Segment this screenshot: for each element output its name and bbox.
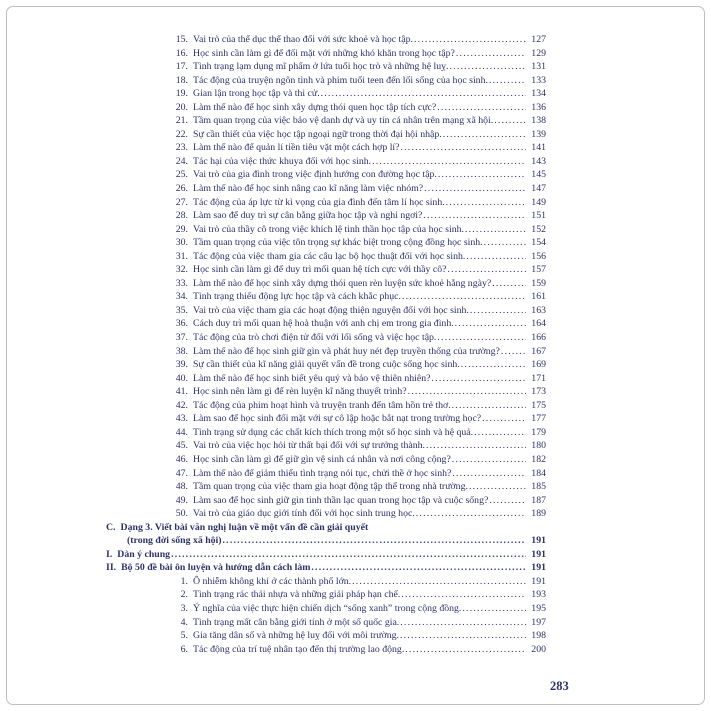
entry-number: 45. xyxy=(175,440,188,452)
dot-leader xyxy=(462,602,526,616)
entry-number: 22. xyxy=(175,128,188,140)
entry-title: Làm thế nào để quản lí tiền tiêu vặt một cách hợp lí? xyxy=(193,142,400,154)
toc-entry xyxy=(106,223,546,237)
dot-leader xyxy=(402,290,526,304)
entry-page: 127 xyxy=(531,34,546,45)
entry-number: 25. xyxy=(175,169,188,181)
dot-leader xyxy=(446,196,526,210)
entry-number: 1. xyxy=(180,575,188,587)
dot-leader xyxy=(321,87,526,101)
dot-leader xyxy=(423,209,526,223)
toc-entry xyxy=(106,588,546,602)
toc-entry xyxy=(106,47,546,61)
toc-entry xyxy=(106,372,546,386)
entry-page: 191 xyxy=(531,548,546,560)
entry-title: Học sinh cần làm gì để giữ gìn vệ sinh cá nhân và nơi công cộng? xyxy=(193,453,451,465)
entry-page: 187 xyxy=(531,494,546,506)
entry-number: 37. xyxy=(175,332,188,344)
entry-page: 129 xyxy=(531,47,546,59)
toc-entry xyxy=(106,602,546,616)
toc-entry xyxy=(106,182,546,196)
toc-entry xyxy=(106,74,546,88)
entry-page: 136 xyxy=(531,101,546,113)
dot-leader xyxy=(452,467,526,481)
entry-number: 26. xyxy=(175,183,188,195)
entry-title: Tình trạng rác thải nhựa và những giải pháp hạn chế. xyxy=(193,589,401,601)
dot-leader xyxy=(437,101,526,115)
dot-leader xyxy=(492,277,526,291)
entry-number: 27. xyxy=(175,196,188,208)
entry-page: 171 xyxy=(531,372,546,384)
entry-title: Vai trò của việc tham gia các hoạt động thiện nguyện đối với học sinh. xyxy=(193,304,469,316)
entry-title: Làm thế nào để học sinh giữ gìn và phát huy nét đẹp truyền thống của trường? xyxy=(193,345,500,357)
toc-entry xyxy=(106,629,546,643)
entry-page: 149 xyxy=(531,196,546,208)
toc-entry xyxy=(106,331,546,345)
toc-entry xyxy=(106,575,546,589)
dot-leader xyxy=(447,263,526,277)
entry-title: Vai trò của việc học hỏi từ thất bại đối với sự trưởng thành. xyxy=(193,440,425,452)
entry-title: Tầm quan trọng của việc tôn trọng sự khác biệt trong cộng đồng học sinh. xyxy=(193,237,483,249)
entry-page: 191 xyxy=(531,562,546,574)
entry-page: 161 xyxy=(531,291,546,303)
dot-leader xyxy=(465,223,526,237)
dot-leader xyxy=(414,33,526,47)
entry-number: I. xyxy=(106,548,113,560)
dot-leader xyxy=(311,561,526,575)
toc-entry xyxy=(106,87,546,101)
entry-page: 180 xyxy=(531,440,546,452)
entry-title: Tình trạng mất cân bằng giới tính ở một số quốc gia. xyxy=(193,616,400,628)
entry-page: 191 xyxy=(531,575,546,587)
dot-leader xyxy=(482,412,526,426)
entry-title: Vai trò của giáo dục giới tính đối với học sinh trung học. xyxy=(193,508,415,520)
toc-entry xyxy=(106,33,546,47)
entry-title: Tình trạng lạm dụng mĩ phẩm ở lứa tuổi học trò và những hệ luỵ. xyxy=(193,61,449,73)
entry-number: 24. xyxy=(175,155,188,167)
dot-leader xyxy=(372,155,526,169)
toc-entry xyxy=(106,345,546,359)
toc-entry xyxy=(106,453,546,467)
entry-title: Làm thế nào để giảm thiểu tình trạng nói tục, chửi thề ở học sinh? xyxy=(193,467,452,479)
entry-number: 5. xyxy=(180,630,188,642)
entry-title: Tác động của trí tuệ nhân tạo đến thị trường lao động. xyxy=(193,643,405,655)
entry-title: Tác động của truyện ngôn tình và phim tuổi teen đến lối sống của học sinh. xyxy=(193,74,488,86)
entry-number: 20. xyxy=(175,101,188,113)
entry-page: 179 xyxy=(531,426,546,438)
entry-title: Làm sao để học sinh giữ gìn tinh thần lạc quan trong học tập và cuộc sống? xyxy=(193,494,489,506)
entry-title: Làm thế nào để học sinh xây dựng thói quen học tập tích cực? xyxy=(193,101,437,113)
toc-entry xyxy=(106,155,546,169)
dot-leader xyxy=(426,439,526,453)
entry-number: 39. xyxy=(175,359,188,371)
entry-title: Làm sao để duy trì sự cân bằng giữa học tập và nghỉ ngơi? xyxy=(193,210,423,222)
entry-title: Dàn ý chung xyxy=(117,548,171,560)
entry-number: C. xyxy=(106,521,116,533)
toc-entry xyxy=(106,507,546,521)
entry-title: Làm thế nào để học sinh biết yêu quý và bảo vệ thiên nhiên? xyxy=(193,372,431,384)
entry-title: Làm sao để học sinh đối mặt với sự cô lập hoặc bắt nạt trong trường học? xyxy=(193,413,482,425)
toc-entry xyxy=(106,317,546,331)
entry-number: 41. xyxy=(175,386,188,398)
entry-title: Tác động của áp lực từ kì vọng của gia đình đến tâm lí học sinh. xyxy=(193,196,445,208)
dot-leader xyxy=(474,426,526,440)
entry-title: Tình trạng thiếu động lực học tập và cách khắc phục. xyxy=(193,291,401,303)
entry-number: 32. xyxy=(175,264,188,276)
toc-entry xyxy=(106,534,546,548)
toc-entry xyxy=(106,304,546,318)
entry-page: 185 xyxy=(531,481,546,493)
dot-leader xyxy=(401,588,526,602)
toc-entry xyxy=(106,168,546,182)
entry-title: Tác động của phim hoạt hình và truyện tranh đến tâm hồn trẻ thơ. xyxy=(193,399,451,411)
dot-leader xyxy=(470,304,526,318)
entry-title: Ý nghĩa của việc thực hiện chiến dịch “sống xanh” trong cộng đồng. xyxy=(193,602,462,614)
toc-entry xyxy=(106,385,546,399)
entry-number: 47. xyxy=(175,467,188,479)
entry-number: 48. xyxy=(175,481,188,493)
entry-page: 189 xyxy=(531,508,546,520)
entry-title: Làm thế nào để học sinh nâng cao kĩ năng làm việc nhóm? xyxy=(193,183,424,195)
entry-title: Dạng 3. Viết bài văn nghị luận về một vấn đề cần giải quyết xyxy=(120,521,369,533)
entry-number: 29. xyxy=(175,223,188,235)
dot-leader xyxy=(432,372,526,386)
entry-title: Cách duy trì mối quan hệ hoà thuận với anh chị em trong gia đình. xyxy=(193,318,454,330)
entry-number: 30. xyxy=(175,237,188,249)
table-of-contents xyxy=(106,33,546,656)
entry-title: Ô nhiễm không khí ở các thành phố lớn. xyxy=(193,575,352,587)
toc-entry xyxy=(106,412,546,426)
entry-page: 141 xyxy=(531,142,546,154)
entry-number: 28. xyxy=(175,210,188,222)
entry-title: Làm thế nào để học sinh xây dựng thói quen rèn luyện sức khoẻ hằng ngày? xyxy=(193,277,492,289)
entry-title: Tình trạng sử dụng các chất kích thích trong một số học sinh và hệ quả. xyxy=(193,426,474,438)
toc-entry xyxy=(106,521,546,535)
dot-leader xyxy=(466,250,526,264)
entry-number: 46. xyxy=(175,453,188,465)
entry-number: 15. xyxy=(175,34,188,45)
toc-entry xyxy=(106,439,546,453)
entry-title: Gian lận trong học tập và thi cử. xyxy=(193,88,320,100)
entry-page: 138 xyxy=(531,115,546,127)
dot-leader xyxy=(450,60,526,74)
entry-number: 18. xyxy=(175,74,188,86)
dot-leader xyxy=(437,331,526,345)
toc-entry xyxy=(106,480,546,494)
entry-title: (trong đời sống xã hội) xyxy=(127,535,222,547)
entry-page: 193 xyxy=(531,589,546,601)
toc-entry xyxy=(106,467,546,481)
entry-title: Vai trò của gia đình trong việc định hướng con đường học tập. xyxy=(193,169,437,181)
entry-page: 177 xyxy=(531,413,546,425)
entry-number: II. xyxy=(106,562,117,574)
dot-leader xyxy=(405,643,526,657)
dot-leader xyxy=(455,317,526,331)
entry-number: 43. xyxy=(175,413,188,425)
toc-entry xyxy=(106,101,546,115)
dot-leader xyxy=(352,575,526,589)
entry-page: 198 xyxy=(531,630,546,642)
entry-number: 23. xyxy=(175,142,188,154)
entry-title: Học sinh cần làm gì để đối mặt với những khó khăn trong học tập? xyxy=(193,47,455,59)
dot-leader xyxy=(501,345,526,359)
entry-page: 159 xyxy=(531,277,546,289)
entry-page: 134 xyxy=(531,88,546,100)
dot-leader xyxy=(456,47,526,61)
entry-title: Gia tăng dân số và những hệ luỵ đối với môi trường. xyxy=(193,630,400,642)
entry-page: 163 xyxy=(531,304,546,316)
toc-entry xyxy=(106,141,546,155)
entry-number: 36. xyxy=(175,318,188,330)
entry-page: 195 xyxy=(531,602,546,614)
entry-number: 21. xyxy=(175,115,188,127)
toc-entry xyxy=(106,114,546,128)
dot-leader xyxy=(171,548,526,562)
entry-page: 152 xyxy=(531,223,546,235)
dot-leader xyxy=(452,399,526,413)
entry-page: 197 xyxy=(531,616,546,628)
dot-leader xyxy=(484,236,526,250)
entry-title: Bộ 50 đề bài ôn luyện và hướng dẫn cách làm xyxy=(121,562,311,574)
toc-entry xyxy=(106,643,546,657)
entry-number: 34. xyxy=(175,291,188,303)
dot-leader xyxy=(469,480,526,494)
dot-leader xyxy=(400,629,526,643)
entry-number: 16. xyxy=(175,47,188,59)
toc-entry xyxy=(106,290,546,304)
dot-leader xyxy=(461,358,526,372)
entry-number: 2. xyxy=(180,589,188,601)
entry-page: 131 xyxy=(531,61,546,73)
toc-entry xyxy=(106,209,546,223)
entry-number: 42. xyxy=(175,399,188,411)
toc-entry xyxy=(106,196,546,210)
toc-entry xyxy=(106,128,546,142)
entry-page: 169 xyxy=(531,359,546,371)
entry-title: Vai trò của thể dục thể thao đối với sức khoẻ và học tập. xyxy=(193,34,413,45)
toc-entry xyxy=(106,616,546,630)
entry-title: Vai trò của thầy cô trong việc khích lệ tinh thần học tập của học sinh. xyxy=(193,223,464,235)
entry-number: 19. xyxy=(175,88,188,100)
toc-entry xyxy=(106,399,546,413)
entry-title: Sự cần thiết của việc học tập ngoại ngữ trong thời đại hội nhập. xyxy=(193,128,442,140)
entry-number: 40. xyxy=(175,372,188,384)
entry-page: 154 xyxy=(531,237,546,249)
entry-title: Học sinh cần làm gì để duy trì mối quan hệ tích cực với thầy cô? xyxy=(193,264,447,276)
entry-page: 145 xyxy=(531,169,546,181)
dot-leader xyxy=(416,507,526,521)
entry-page: 175 xyxy=(531,399,546,411)
dot-leader xyxy=(489,74,526,88)
toc-entry xyxy=(106,494,546,508)
dot-leader xyxy=(494,114,526,128)
entry-page: 156 xyxy=(531,250,546,262)
entry-page: 164 xyxy=(531,318,546,330)
toc-entry xyxy=(106,561,546,575)
dot-leader xyxy=(400,616,526,630)
toc-entry xyxy=(106,548,546,562)
entry-number: 17. xyxy=(175,61,188,73)
entry-page: 151 xyxy=(531,210,546,222)
entry-number: 31. xyxy=(175,250,188,262)
entry-page: 143 xyxy=(531,155,546,167)
dot-leader xyxy=(401,141,527,155)
toc-entry xyxy=(106,426,546,440)
entry-title: Tầm quan trọng của việc bảo vệ danh dự và uy tín cá nhân trên mạng xã hội. xyxy=(193,115,494,127)
entry-title: Sự cần thiết của kĩ năng giải quyết vấn đề trong cuộc sống học sinh. xyxy=(193,359,460,371)
entry-number: 49. xyxy=(175,494,188,506)
entry-page: 133 xyxy=(531,74,546,86)
entry-number: 35. xyxy=(175,304,188,316)
dot-leader xyxy=(408,385,526,399)
entry-title: Tầm quan trọng của việc tham gia hoạt động tập thể trong nhà trường. xyxy=(193,481,468,493)
toc-entry xyxy=(106,250,546,264)
entry-page: 147 xyxy=(531,183,546,195)
dot-leader xyxy=(424,182,526,196)
entry-title: Tác hại của việc thức khuya đối với học sinh. xyxy=(193,155,372,167)
entry-title: Tác động của việc tham gia các câu lạc bộ học thuật đối với học sinh. xyxy=(193,250,466,262)
entry-number: 50. xyxy=(175,508,188,520)
entry-page: 173 xyxy=(531,386,546,398)
dot-leader xyxy=(223,534,526,548)
entry-page: 191 xyxy=(531,535,546,547)
dot-leader xyxy=(489,494,526,508)
entry-number: 6. xyxy=(180,643,188,655)
entry-number: 4. xyxy=(180,616,188,628)
entry-title: Học sinh nên làm gì để rèn luyện kĩ năng thuyết trình? xyxy=(193,386,407,398)
entry-number: 33. xyxy=(175,277,188,289)
toc-entry xyxy=(106,263,546,277)
entry-number: 38. xyxy=(175,345,188,357)
entry-number: 3. xyxy=(180,602,188,614)
toc-entry xyxy=(106,236,546,250)
entry-number: 44. xyxy=(175,426,188,438)
entry-page: 182 xyxy=(531,453,546,465)
page-number: 283 xyxy=(550,679,569,693)
entry-page: 139 xyxy=(531,128,546,140)
entry-page: 200 xyxy=(531,643,546,655)
toc-entry xyxy=(106,358,546,372)
dot-leader xyxy=(443,128,526,142)
entry-page: 184 xyxy=(531,467,546,479)
toc-entry xyxy=(106,60,546,74)
entry-page: 166 xyxy=(531,332,546,344)
toc-entry xyxy=(106,277,546,291)
entry-page: 157 xyxy=(531,264,546,276)
dot-leader xyxy=(452,453,526,467)
entry-title: Tác động của trò chơi điện tử đối với lối sống và việc học tập. xyxy=(193,332,437,344)
dot-leader xyxy=(438,168,526,182)
entry-page: 167 xyxy=(531,345,546,357)
